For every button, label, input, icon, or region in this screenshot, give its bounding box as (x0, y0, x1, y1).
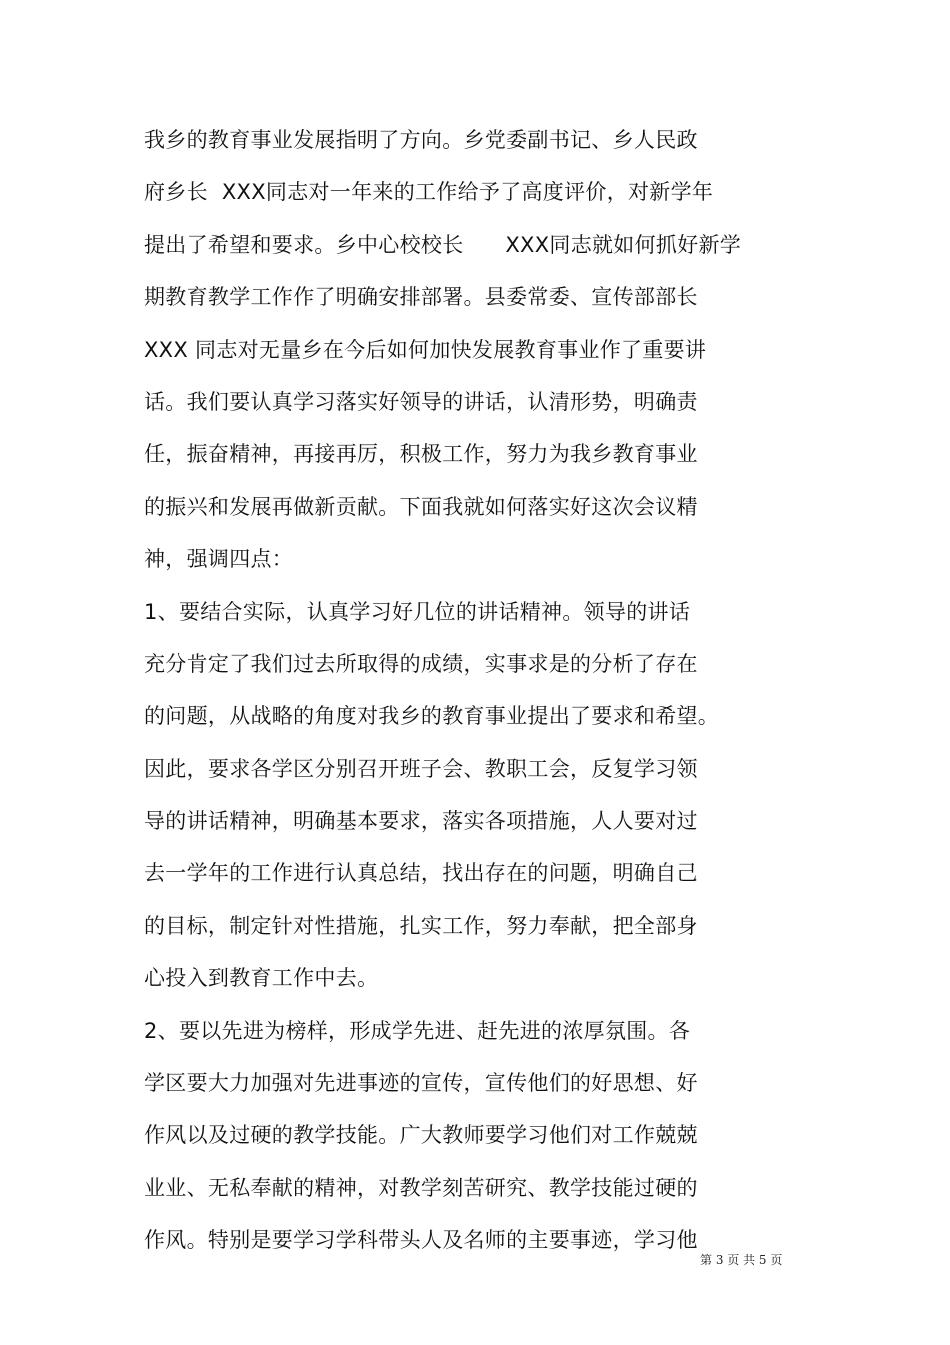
text-line: 话。我们要认真学习落实好领导的讲话，认清形势，明确责 (144, 389, 698, 414)
text-line: 充分肯定了我们过去所取得的成绩，实事求是的分析了存在 (144, 651, 698, 676)
text-line: 2、要以先进为榜样，形成学先进、赶先进的浓厚氛围。各 (144, 1018, 691, 1043)
text-line: 的目标，制定针对性措施，扎实工作，努力奉献，把全部身 (144, 913, 698, 938)
text-line: XXX 同志对无量乡在今后如何加快发展教育事业作了重要讲 (144, 337, 707, 362)
text-line: 学区要大力加强对先进事迹的宣传，宣传他们的好思想、好 (144, 1071, 698, 1096)
page-number-footer: 第 3 页 共 5 页 (700, 1253, 783, 1267)
text-line: 我乡的教育事业发展指明了方向。乡党委副书记、乡人民政 (144, 128, 698, 152)
text-line: 心投入到教育工作中去。 (144, 966, 379, 991)
text-line: 期教育教学工作作了明确安排部署。县委常委、宣传部部长 (144, 285, 698, 310)
text-line: 府乡长 XXX同志对一年来的工作给予了高度评价，对新学年 (144, 180, 714, 205)
text-line: 作风以及过硬的教学技能。广大教师要学习他们对工作兢兢 (144, 1123, 698, 1148)
text-line: 因此，要求各学区分别召开班子会、教职工会，反复学习领 (144, 756, 698, 781)
text-line: 业业、无私奉献的精神，对教学刻苦研究、教学技能过硬的 (144, 1175, 698, 1200)
text-line: 的问题，从战略的角度对我乡的教育事业提出了要求和希望。 (144, 704, 720, 729)
text-line: 作风。特别是要学习学科带头人及名师的主要事迹，学习他 (144, 1228, 698, 1253)
text-line: 导的讲话精神，明确基本要求，落实各项措施，人人要对过 (144, 809, 698, 834)
text-line: 神，强调四点： (144, 547, 294, 572)
text-line: 任，振奋精神，再接再厉，积极工作，努力为我乡教育事业 (144, 442, 698, 467)
text-line: 的振兴和发展再做新贡献。下面我就如何落实好这次会议精 (144, 494, 698, 519)
text-line: 提出了希望和要求。乡中心校校长 XXX同志就如何抓好新学 (144, 232, 742, 257)
document-body (144, 118, 804, 1271)
text-line: 1、要结合实际，认真学习好几位的讲话精神。领导的讲话 (144, 599, 691, 624)
text-line: 去一学年的工作进行认真总结，找出存在的问题，明确自己 (144, 861, 698, 886)
